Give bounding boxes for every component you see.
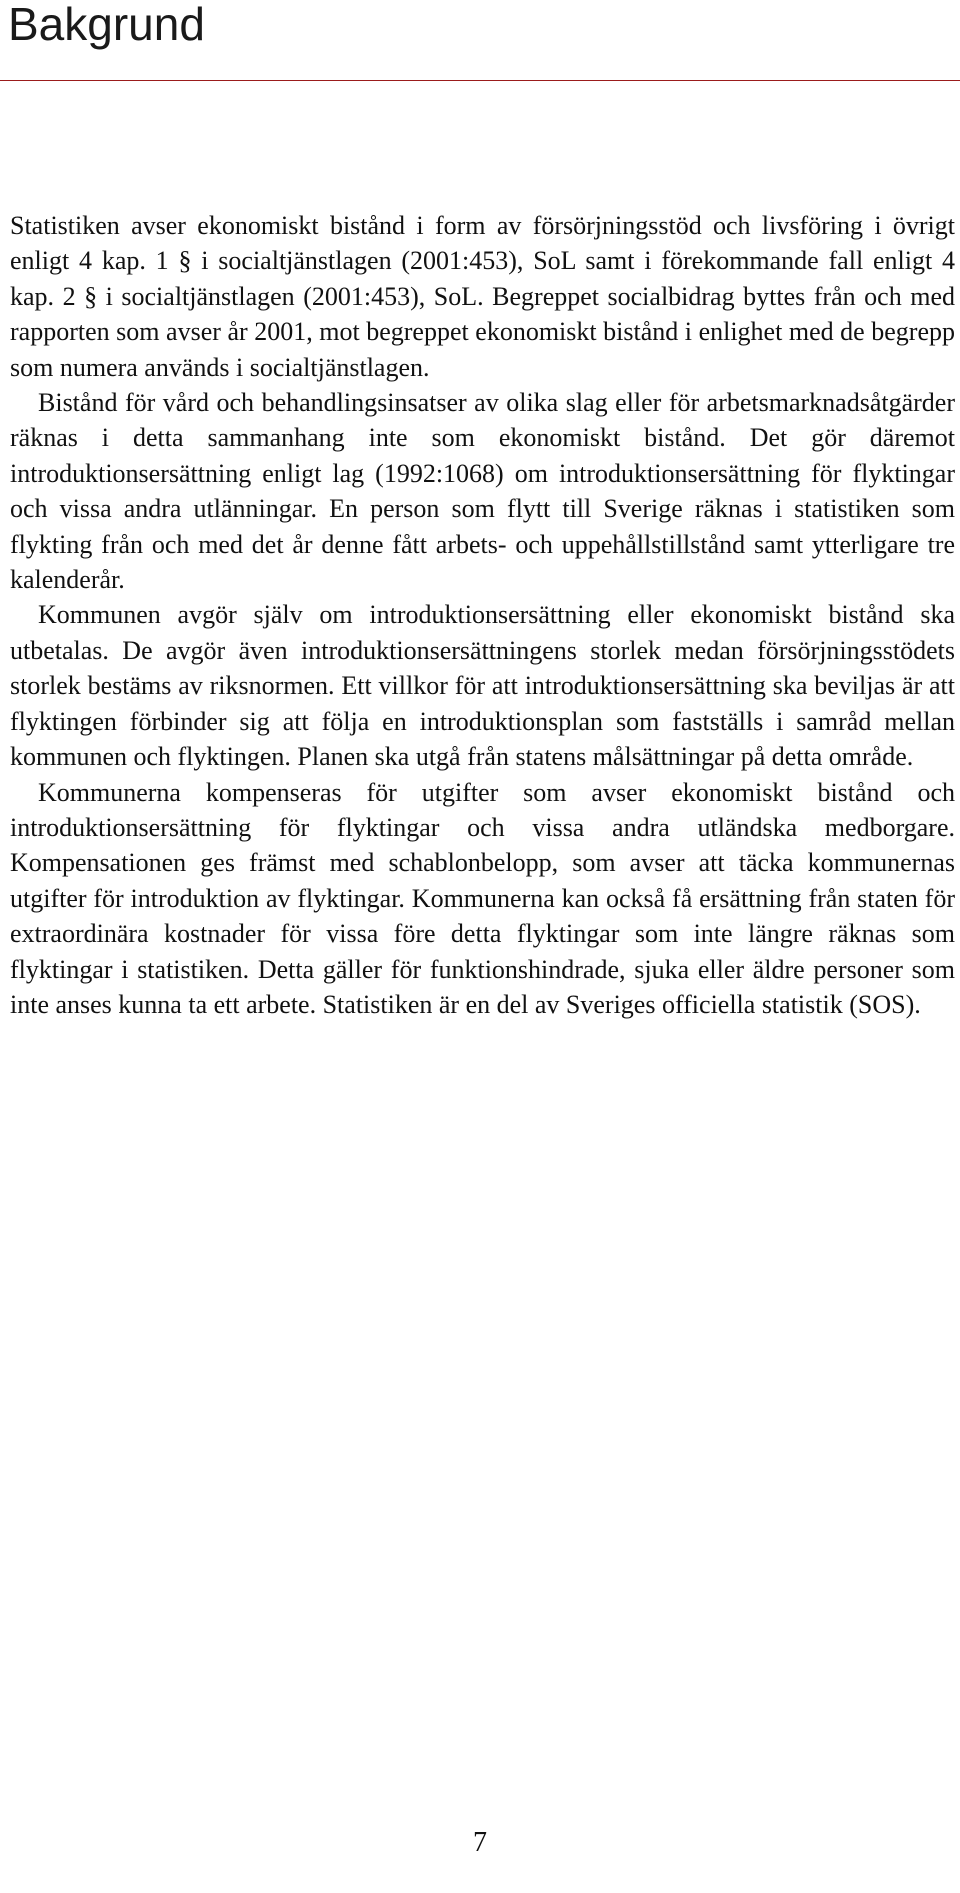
body-text: [10, 208, 955, 1022]
paragraph-3: Kommunen avgör själv om introduktionsersättning eller ekonomiskt bistånd ska utbetalas. De avgör även introduktionsersättningens storlek medan försörjningsstödets storlek bestäms av riksnormen. Ett villkor för att introduktionsersättning ska beviljas är att flyktingen förbinder sig att följa en introduktionsplan som fastställs i samråd mellan kommunen och flyktingen. Planen ska utgå från statens målsättningar på detta område.: [10, 600, 955, 772]
heading-divider: [0, 80, 960, 81]
paragraph-1: Statistiken avser ekonomiskt bistånd i form av försörjningsstöd och livsföring i övrigt enligt 4 kap. 1 § i socialtjänstlagen (2001:453), SoL samt i förekommande fall enligt 4 kap. 2 § i socialtjänstlagen (2001:453), SoL. Begreppet socialbidrag byttes från och med rapporten som avser år 2001, mot begreppet ekonomiskt bistånd i enlighet med de begrepp som numera används i socialtjänstlagen.: [10, 211, 955, 382]
page-title: Bakgrund: [8, 0, 205, 50]
page-number: 7: [473, 1827, 487, 1858]
paragraph-2: Bistånd för vård och behandlingsinsatser av olika slag eller för arbetsmarknadsåtgärder räknas i detta sammanhang inte som ekonomiskt bistånd. Det gör däremot introduktionsersättning enligt lag (1992:1068) om introduktionsersättning för flyktingar och vissa andra utlänningar. En person som flytt till Sverige räknas i statistiken som flykting från och med det år denne fått arbets- och uppehållstillstånd samt ytterligare tre kalenderår.: [10, 388, 955, 595]
paragraph-4: Kommunerna kompenseras för utgifter som avser ekonomiskt bistånd och introduktionsersättning för flyktingar och vissa andra utländska medborgare. Kompensationen ges främst med schablonbelopp, som avser att täcka kommunernas utgifter för introduktion av flyktingar. Kommunerna kan också få ersättning från staten för extraordinära kostnader för vissa före detta flyktingar som inte längre räknas som flyktingar i statistiken. Detta gäller för funktionshindrade, sjuka eller äldre personer som inte anses kunna ta ett arbete. Statistiken är en del av Sveriges officiella statistik (SOS).: [10, 777, 955, 1019]
